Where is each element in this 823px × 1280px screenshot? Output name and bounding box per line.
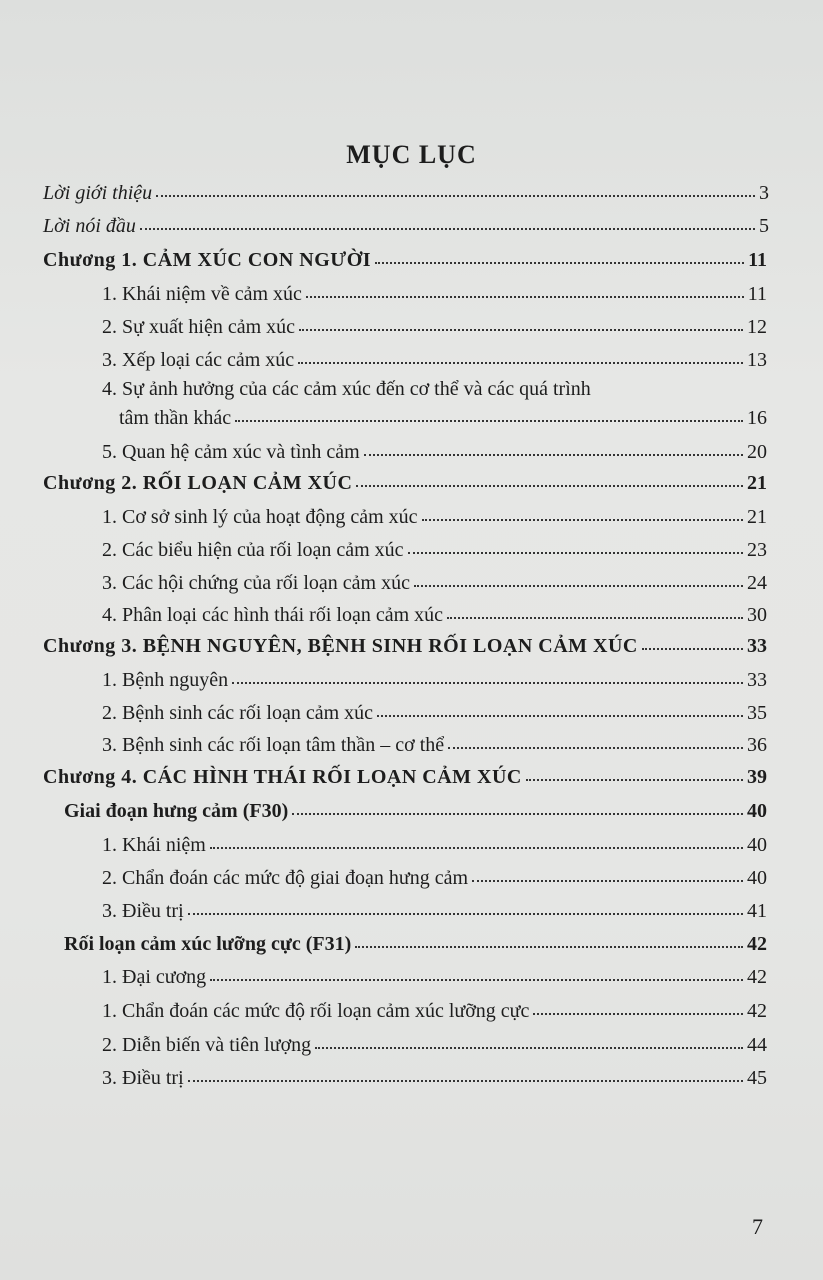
toc-entry-page: 33 — [747, 635, 767, 657]
toc-entry — [102, 899, 767, 923]
toc-entry-label: tâm thần khác — [119, 407, 232, 429]
toc-entry-label: 2. Diễn biến và tiên lượng — [102, 1034, 312, 1056]
toc-entry — [102, 866, 767, 890]
toc-entry-label: 5. Quan hệ cảm xúc và tình cảm — [102, 441, 360, 463]
toc-entry-label: 2. Bệnh sinh các rối loạn cảm xúc — [102, 702, 374, 724]
toc-entry-page: 33 — [747, 669, 767, 691]
toc-entry-label: 1. Chẩn đoán các mức độ rối loạn cảm xúc lưỡng cực — [102, 1000, 530, 1022]
toc-entry-label: 3. Các hội chứng của rối loạn cảm xúc — [102, 572, 410, 594]
toc-entry-label: 3. Bệnh sinh các rối loạn tâm thần – cơ thể — [102, 734, 445, 756]
toc-entry-page: 21 — [747, 472, 767, 494]
toc-entry — [119, 406, 767, 430]
toc-chapter-2 — [43, 471, 767, 495]
toc-entry-page: 42 — [747, 966, 767, 988]
toc-entry — [102, 668, 767, 692]
toc-entry-label: Lời giới thiệu — [43, 182, 153, 204]
toc-entry-label: Lời nói đầu — [43, 215, 136, 237]
toc-entry — [102, 571, 767, 595]
toc-entry — [102, 965, 767, 989]
toc-entry-label: Chương 4. CÁC HÌNH THÁI RỐI LOẠN CẢM XÚC — [43, 766, 522, 788]
toc-entry-page: 11 — [748, 249, 767, 271]
toc-entry-page: 35 — [747, 702, 767, 724]
toc-entry — [102, 315, 767, 339]
toc-entry-page: 45 — [747, 1067, 767, 1089]
toc-entry-page: 36 — [747, 734, 767, 756]
toc-entry-page: 42 — [747, 1000, 767, 1022]
toc-entry — [102, 348, 767, 372]
page-number: 7 — [752, 1214, 763, 1239]
toc-entry-label: 1. Khái niệm — [102, 834, 206, 856]
toc-entry — [102, 1033, 767, 1057]
toc-entry-page: 30 — [747, 604, 767, 626]
toc-entry-page: 39 — [747, 766, 767, 788]
toc-section-f31 — [64, 932, 767, 956]
toc-chapter-3 — [43, 634, 767, 658]
toc-entry-page: 40 — [747, 834, 767, 856]
toc-entry-page: 42 — [747, 933, 767, 955]
toc-entry-label: 1. Cơ sở sinh lý của hoạt động cảm xúc — [102, 506, 418, 528]
toc-entry — [102, 733, 767, 757]
toc-entry-page: 41 — [747, 900, 767, 922]
toc-entry-label-line1: 4. Sự ảnh hưởng của các cảm xúc đến cơ thể và các quá trình — [102, 378, 591, 400]
toc-entry-page: 3 — [759, 182, 769, 204]
toc-entry-label: Chương 1. CẢM XÚC CON NGƯỜI — [43, 249, 372, 271]
toc-entry — [102, 999, 767, 1023]
toc-entry — [102, 701, 767, 725]
toc-entry-label: 3. Xếp loại các cảm xúc — [102, 349, 295, 371]
toc-entry-label: 1. Đại cương — [102, 966, 207, 988]
toc-entry-label: 1. Khái niệm về cảm xúc — [102, 283, 302, 305]
toc-entry-label: Chương 3. BỆNH NGUYÊN, BỆNH SINH RỐI LOẠN CẢM XÚC — [43, 635, 638, 657]
page-title: MỤC LỤC — [346, 140, 477, 169]
toc-entry-loi-gioi-thieu — [43, 181, 769, 205]
toc-entry-page: 40 — [747, 800, 767, 822]
toc-entry-page: 24 — [747, 572, 767, 594]
toc-chapter-1 — [43, 248, 767, 272]
toc-entry — [102, 833, 767, 857]
toc-entry — [102, 505, 767, 529]
toc-entry-page: 20 — [747, 441, 767, 463]
toc-entry-loi-noi-dau — [43, 214, 769, 238]
toc-entry-label: 3. Điều trị — [102, 900, 184, 922]
toc-entry-page: 23 — [747, 539, 767, 561]
toc-entry — [102, 440, 767, 464]
toc-chapter-4 — [43, 765, 767, 789]
toc-entry — [102, 282, 767, 306]
toc-entry-label: 3. Điều trị — [102, 1067, 184, 1089]
toc-entry — [102, 603, 767, 627]
toc-entry-label: 2. Chẩn đoán các mức độ giai đoạn hưng cảm — [102, 867, 469, 889]
toc-entry-label: Rối loạn cảm xúc lưỡng cực (F31) — [64, 933, 352, 955]
toc-entry — [102, 538, 767, 562]
toc-entry-page: 16 — [747, 407, 767, 429]
toc-section-f30 — [64, 799, 767, 823]
toc-entry-label: 1. Bệnh nguyên — [102, 669, 229, 691]
toc-entry-page: 40 — [747, 867, 767, 889]
toc-entry-label: 4. Phân loại các hình thái rối loạn cảm xúc — [102, 604, 444, 626]
toc-entry-label: 2. Các biểu hiện của rối loạn cảm xúc — [102, 539, 404, 561]
toc-entry-page: 44 — [747, 1034, 767, 1056]
toc-entry-label: Chương 2. RỐI LOẠN CẢM XÚC — [43, 472, 353, 494]
toc-entry-page: 12 — [747, 316, 767, 338]
toc-entry — [102, 1066, 767, 1090]
toc-entry-label: Giai đoạn hưng cảm (F30) — [64, 800, 289, 822]
toc-entry-page: 13 — [747, 349, 767, 371]
toc-entry-page: 21 — [747, 506, 767, 528]
toc-entry-page: 5 — [759, 215, 769, 237]
toc-entry-label: 2. Sự xuất hiện cảm xúc — [102, 316, 296, 338]
toc-entry-page: 11 — [747, 283, 767, 305]
